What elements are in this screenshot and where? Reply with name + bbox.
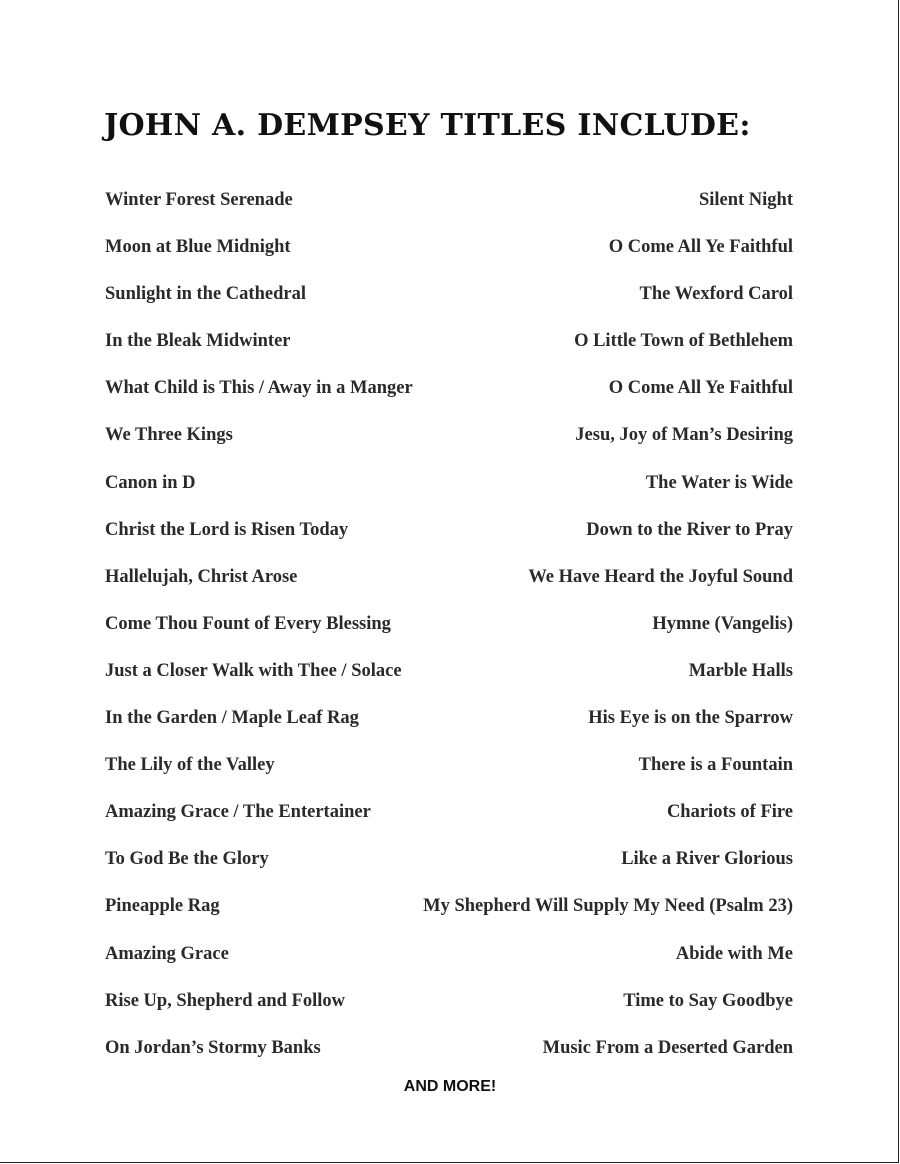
title-right: Time to Say Goodbye: [623, 990, 793, 1011]
title-right: O Come All Ye Faithful: [608, 378, 793, 399]
title-row: [105, 845, 793, 892]
title-right: We Have Heard the Joyful Sound: [528, 566, 793, 587]
title-row: [105, 704, 793, 751]
title-right: O Little Town of Bethlehem: [574, 331, 793, 352]
title-right: Down to the River to Pray: [586, 519, 793, 540]
title-left: Amazing Grace: [105, 943, 229, 964]
page-title: JOHN A. DEMPSEY TITLES INCLUDE:: [104, 108, 751, 143]
title-right: Like a River Glorious: [621, 849, 793, 870]
title-left: Rise Up, Shepherd and Follow: [105, 990, 346, 1011]
title-left: Amazing Grace / The Entertainer: [105, 802, 371, 823]
title-right: His Eye is on the Sparrow: [588, 708, 793, 729]
title-left: Moon at Blue Midnight: [105, 237, 291, 258]
title-row: [105, 1034, 793, 1081]
title-right: Hymne (Vangelis): [652, 613, 793, 634]
title-right: Jesu, Joy of Man’s Desiring: [575, 425, 793, 446]
title-left: Winter Forest Serenade: [105, 190, 293, 210]
title-row: [105, 233, 793, 280]
titles-list: [105, 186, 793, 1081]
title-row: [105, 563, 793, 610]
title-left: Hallelujah, Christ Arose: [105, 566, 298, 587]
and-more-footer: AND MORE!: [403, 1078, 497, 1095]
title-right: Silent Night: [698, 190, 793, 210]
title-right: The Water is Wide: [645, 472, 793, 493]
title-row: [105, 280, 793, 327]
title-row: [105, 892, 793, 939]
title-right: My Shepherd Will Supply My Need (Psalm 23): [423, 896, 793, 917]
title-row: [105, 610, 793, 657]
title-row: [105, 327, 793, 374]
title-row: [105, 657, 793, 704]
title-left: We Three Kings: [105, 425, 233, 446]
title-row: [105, 751, 793, 798]
title-right: There is a Fountain: [638, 755, 793, 776]
title-left: In the Bleak Midwinter: [105, 331, 291, 352]
title-left: What Child is This / Away in a Manger: [105, 378, 413, 399]
title-right: Chariots of Fire: [666, 802, 793, 823]
title-left: Canon in D: [105, 472, 196, 493]
title-right: Marble Halls: [688, 660, 793, 681]
title-row: [105, 516, 793, 563]
title-right: O Come All Ye Faithful: [608, 237, 793, 258]
title-left: To God Be the Glory: [105, 849, 269, 870]
title-row: [105, 374, 793, 421]
title-left: Sunlight in the Cathedral: [105, 284, 306, 305]
title-left: On Jordan’s Stormy Banks: [105, 1037, 321, 1058]
title-row: [105, 940, 793, 987]
title-row: [105, 469, 793, 516]
title-row: [105, 987, 793, 1034]
title-left: Just a Closer Walk with Thee / Solace: [105, 660, 402, 681]
title-left: The Lily of the Valley: [105, 755, 275, 776]
title-row: [105, 798, 793, 845]
title-left: Pineapple Rag: [105, 896, 220, 917]
title-right: The Wexford Carol: [639, 284, 793, 305]
title-row: [105, 421, 793, 468]
title-right: Abide with Me: [675, 943, 793, 964]
title-row: [105, 186, 793, 233]
title-left: Christ the Lord is Risen Today: [105, 519, 349, 540]
title-left: Come Thou Fount of Every Blessing: [105, 613, 391, 634]
title-left: In the Garden / Maple Leaf Rag: [105, 708, 359, 729]
title-right: Music From a Deserted Garden: [542, 1037, 793, 1058]
